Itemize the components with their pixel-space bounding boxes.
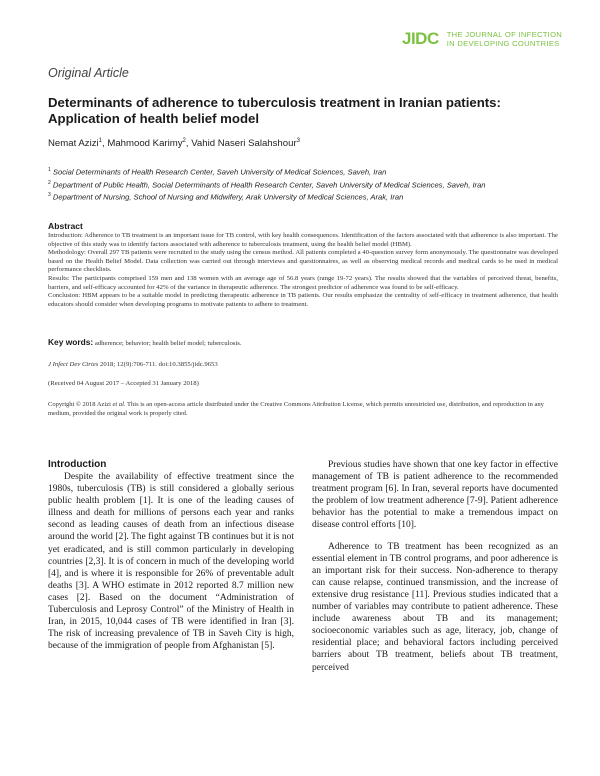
author-affil-sup: 3 — [296, 138, 300, 144]
introduction-heading: Introduction — [48, 459, 107, 470]
copyright-prefix: Copyright © 2018 Azizi — [48, 401, 113, 408]
body-column-left — [48, 459, 294, 652]
affiliation-sup: 2 — [48, 179, 51, 186]
author-affil-sup: 2 — [182, 138, 186, 144]
affiliations — [48, 165, 558, 203]
keywords-label: Key words: — [48, 337, 94, 347]
journal-name-line1: THE JOURNAL OF INFECTION — [446, 30, 563, 39]
author-name: Nemat Azizi — [48, 138, 99, 150]
journal-name — [447, 30, 562, 48]
author-list: Nemat Azizi$^1$, Mahmood Karimy$^2$, Vahid Naseri Salahshour$^3$ — [48, 138, 300, 150]
abstract-results: Results: The participants comprised 159 men and 138 women with an average age of 56.8 years (range 19-72 years). The results showed that the variables of perceived threat, benefits, barriers, and self-efficacy accounted for 42% of the variance in therapeutic adherence. The strongest predictor of adherence was found to be self-efficacy. — [48, 274, 558, 291]
affiliation — [48, 190, 558, 203]
affiliation-text: Department of Nursing, School of Nursing and Midwifery, Arak University of Medical Sciences, Arak, Iran — [52, 193, 404, 202]
copyright-notice — [48, 401, 558, 418]
affiliation — [48, 178, 558, 191]
affiliation-text: Department of Public Health, Social Determinants of Health Research Center, Saveh University of Medical Sciences, Saveh, Iran — [52, 180, 486, 190]
body-paragraph: Adherence to TB treatment has been recognized as an essential element in TB control programs, and poor adherence is an important risk for their success. Non-adherence to therapy can cause relapse, continued transmission, and the increase of extensive drug resistance [11]. Previous studies indicated that a number of variables may contribute to patient adherence. These include awareness about TB and its management; socioeconomic variables such as age, literacy, job, change of residential place; and behavioral factors including perceived barriers about TB treatment, beliefs about TB treatment, perceived — [312, 541, 558, 673]
abstract-heading: Abstract — [48, 221, 83, 231]
article-type: Original Article — [48, 66, 129, 80]
author-name: Vahid Naseri Salahshour — [191, 138, 297, 150]
citation — [48, 361, 218, 368]
article-title: Determinants of adherence to tuberculosis treatment in Iranian patients: Application of health belief model — [48, 95, 501, 126]
keywords-value: adherence; behavior; health belief model; tuberculosis. — [94, 340, 242, 347]
author-name: Mahmood Karimy — [107, 138, 183, 150]
journal-logo — [402, 29, 562, 49]
affiliation-sup: 3 — [48, 192, 51, 199]
citation-details: 2018; 12(9):706-711. doi:10.3855/jidc.9653 — [98, 361, 218, 368]
author-affil-sup: 1 — [98, 138, 102, 144]
body-column-right — [312, 459, 558, 674]
keywords — [48, 337, 242, 347]
abstract-section — [48, 221, 558, 309]
body-paragraph: Despite the availability of effective treatment since the 1980s, tuberculosis (TB) is still considered a globally serious public health problem [1]. It is one of the leading causes of illness and death for millions of persons each year and ranks second as leading causes of death from an infectious disease around the world [2]. The fight against TB continues but it is not yet eradicated, and is still common particularly in developing countries [2,3]. It is of concern in much of the developing world [4], and is where it is responsible for 26% of preventable adult deaths [3]. A WHO estimate in 2012 reported 8.7 million new cases [2]. Based on the document “Administration of Tuberculosis and Leprosy Control” of the Ministry of Health in Iran, in 2015, 10,044 cases of TB were identified in Iran [3]. The risk of increasing prevalence of TB in Saveh City is high, because of the immigration of people from Afghanistan [5]. — [48, 472, 294, 652]
abstract-methodology: Methodology: Overall 297 TB patients were recruited to the study using the census method. All patients completed a 40-question survey form anonymously. The questionnaire was developed based on the Health Belief Model. Data collection was carried out through interviews and questionnaires, as well as observing medical records and medical cards to be used in medical performance checklists. — [48, 249, 558, 274]
logo-mark: JIDC — [402, 29, 439, 48]
journal-name-line2: IN DEVELOPING COUNTRIES — [446, 39, 560, 48]
affiliation-text: Social Determinants of Health Research Center, Saveh University of Medical Sciences, Saveh, Iran — [52, 167, 387, 177]
body-paragraph: Previous studies have shown that one key factor in effective management of TB is patient adherence to the recommended treatment program [6]. In Iran, several reports have documented the problem of low treatment adherence [7-9]. Patient adherence behavior has the potential to make a tremendous impact on disease control efforts [10]. — [312, 460, 558, 531]
citation-journal: J Infect Dev Ctries — [48, 361, 99, 368]
copyright-suffix: This is an open-access article distributed under the Creative Commons Attribution License, which permits unrestricted use, distribution, and reproduction in any medium, provided the original work is properly cited. — [48, 401, 544, 417]
copyright-etal: et al. — [112, 401, 126, 408]
abstract-conclusion: Conclusion: HBM appears to be a suitable model in predicting therapeutic adherence in TB patients. Our results emphasize the centrality of self-efficacy in treatment adherence, that health educators should consider when developing programs to motivate patients to adhere to treatment. — [48, 292, 558, 308]
received-dates: (Received 04 August 2017 – Accepted 31 January 2018) — [48, 380, 199, 387]
abstract-introduction: Introduction: Adherence to TB treatment is an important issue for TB control, with key health consequences. Identification of the factors associated with that adherence is also important. The objective of this study was to identify factors associated with adherence to tuberculosis treatment, using the health belief model (HBM). — [48, 232, 558, 248]
affiliation — [48, 165, 558, 178]
affiliation-sup: 1 — [48, 167, 51, 173]
